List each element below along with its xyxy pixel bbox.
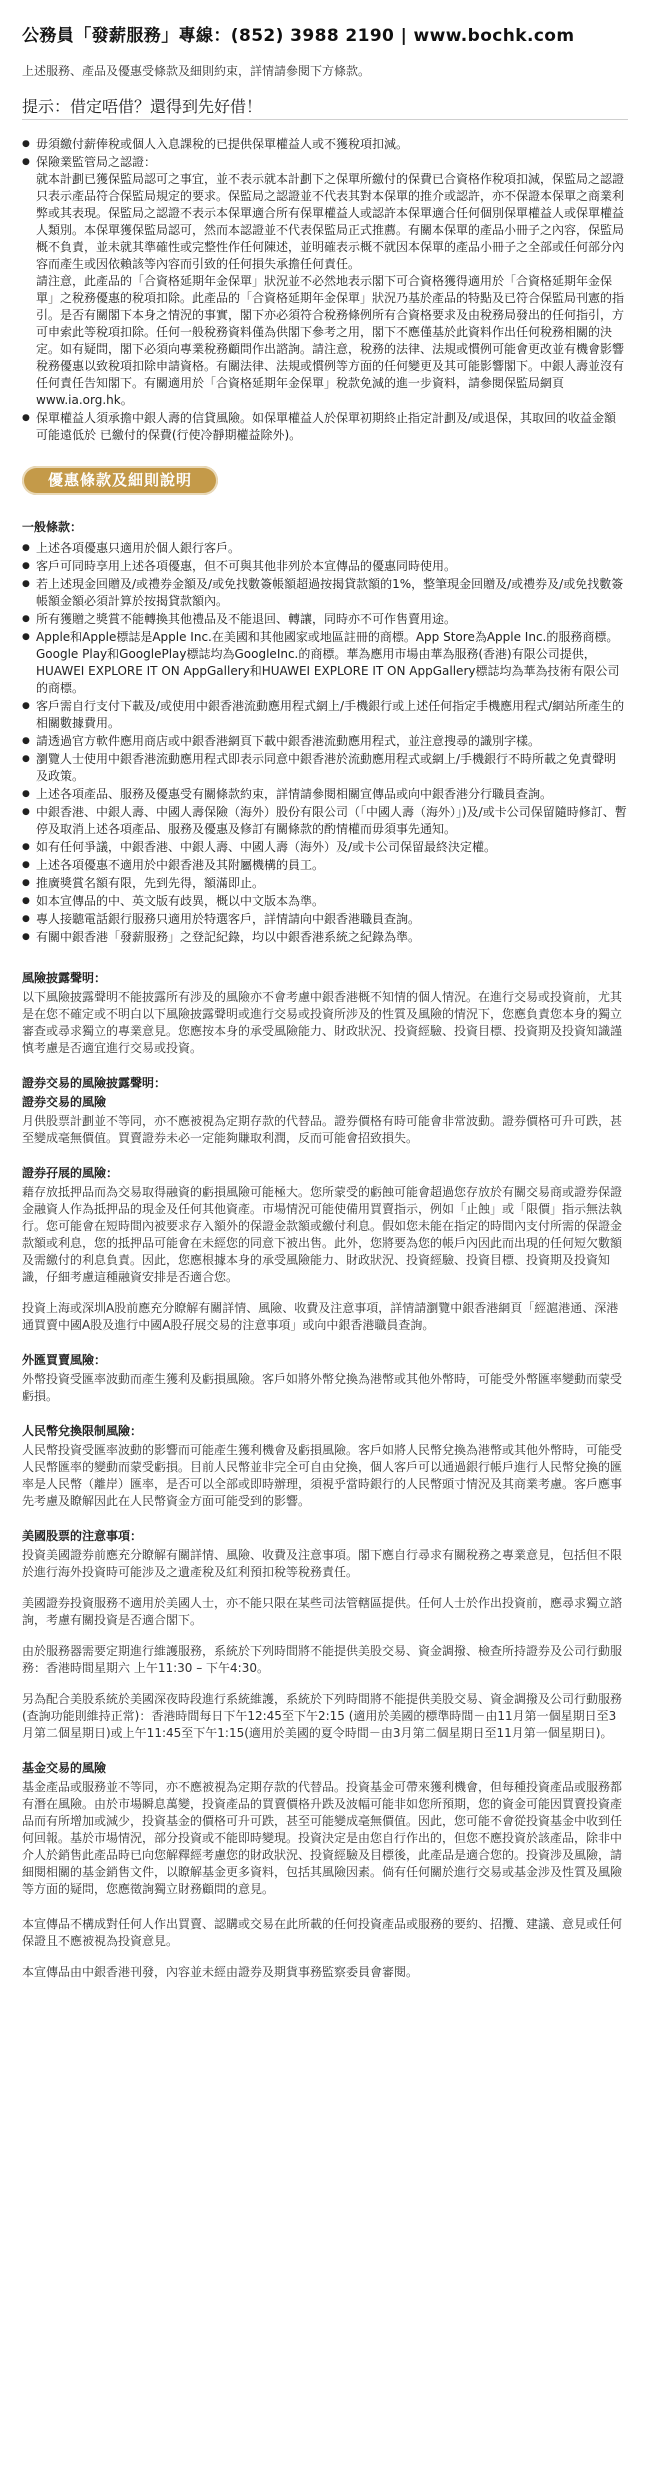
section-paragraph: 由於服務器需要定期進行維護服務，系統於下列時間將不能提供美股交易、資金調撥、檢查所持證券及公司行動服務：香港時間星期六 上午11:30 – 下午4:30。 — [22, 1644, 623, 1675]
tip-list — [22, 136, 628, 444]
risk-section — [22, 1528, 628, 1742]
tip-item-text: 保單權益人須承擔中銀人壽的信貸風險。如保單權益人於保單初期終止指定計劃及/或退保，其取回的收益金額可能遠低於 已繳付的保費(行使冷靜期權益除外)。 — [36, 411, 617, 442]
general-term-item: ● 請透過官方軟件應用商店或中銀香港網頁下載中銀香港流動應用程式，並注意搜尋的識別字樣。 — [22, 733, 628, 750]
risk-section — [22, 970, 628, 1057]
tip-item — [22, 410, 628, 444]
risk-sections — [22, 970, 628, 1898]
footer-paragraph: 本宣傳品由中銀香港刊發，內容並未經由證券及期貨事務監察委員會審閱。 — [22, 1965, 419, 1979]
section-title: 美國股票的注意事項： — [22, 1529, 143, 1543]
terms-badge: 優惠條款及細則說明 — [22, 466, 218, 495]
footer-paragraph: 本宣傳品不構成對任何人作出買賣、認購或交易在此所載的任何投資產品或服務的要約、招攬、建議、意見或任何保證且不應被視為投資意見。 — [22, 1917, 623, 1948]
general-term-item: ● 上述各項優惠只適用於個人銀行客戶。 — [22, 540, 628, 557]
section-title: 證券交易的風險披露聲明： — [22, 1076, 167, 1090]
general-term-item: ● 有關中銀香港「發薪服務」之登記紀錄，均以中銀香港系統之紀錄為準。 — [22, 929, 628, 946]
general-term-item: ● 上述各項產品、服務及優惠受有關條款約束，詳情請參閱相關宣傳品或向中銀香港分行職員查詢。 — [22, 786, 628, 803]
tip-item-text: 毋須繳付薪俸稅或個人入息課稅的已提供保單權益人或不獲稅項扣減。 — [36, 137, 409, 151]
section-title: 風險披露聲明： — [22, 971, 107, 985]
section-paragraph: 以下風險披露聲明不能披露所有涉及的風險亦不會考慮中銀香港概不知情的個人情況。在進行交易或投資前，尤其是在您不確定或不明白以下風險披露聲明或進行交易或投資所涉及的性質及風險的情況下，您應負責您本身的獨立審查或尋求獨立的專業意見。您應按本身的承受風險能力、財政狀況、投資經驗、投資目標、投資期及投資知識謹慎考慮是否適宜進行交易或投資。 — [22, 990, 623, 1055]
section-title: 證券孖展的風險： — [22, 1166, 119, 1180]
footer-disclaimer — [22, 1916, 628, 1981]
tip-item-detail: 請注意，此產品的「合資格延期年金保單」狀況並不必然地表示閣下可合資格獲得適用於「合資格延期年金保單」之稅務優惠的稅項扣除。此產品的「合資格延期年金保單」狀況乃基於產品的特點及已符合保監局刊憲的指引。是否有關閣下本身之情況的事實，閣下亦必須符合稅務條例所有合資格要求及由稅務局發出的任何指引，方可申索此等稅項扣除。任何一般稅務資料僅為供閣下參考之用，閣下不應僅基於此資料作出任何稅務相關的決定。如有疑問，閣下必須向專業稅務顧問作出諮詢。請注意，稅務的法律、法規或慣例可能會更改並有機會影響稅務優惠以致稅項扣除申請資格。有關法律、法規或慣例等方面的任何變更及其可能影響閣下。中銀人壽並沒有任何責任告知閣下。有關適用於「合資格延期年金保單」稅款免減的進一步資料，請參閱保監局網頁www.ia.org.hk。 — [36, 274, 625, 407]
tip-title: 提示：借定唔借？還得到先好借！ — [22, 98, 628, 120]
section-paragraph: 另為配合美股系統於美國深夜時段進行系統維護，系統於下列時間將不能提供美股交易、資金調撥及公司行動服務(查詢功能則維持正常)：香港時間每日下午12:45至下午2:15 (適用於美國的標準時間－由11月第一個星期日至3月第二個星期日)或上午11:45至下午1:15(適用於美國的夏令時間－由3月第二個星期日至11月第一個星期日)。 — [22, 1692, 623, 1740]
section-subtitle: 證券交易的風險 — [22, 1095, 107, 1109]
section-title: 基金交易的風險 — [22, 1761, 107, 1775]
tip-item-detail: 就本計劃已獲保監局認可之事宜，並不表示就本計劃下之保單所繳付的保費已合資格作稅項扣減，保監局之認證只表示產品符合保監局規定的要求。保監局之認證並不代表其對本保單的推介或認許，亦不保證本保單之商業利弊或其表現。保監局之認證不表示本保單適合所有保單權益人或認許本保單適合任何個別保單權益人或保單權益人類別。本保單獲保監局認可，然而本認證並不代表保監局正式推薦。有關本保單的產品小冊子之內容，保監局概不負責，並未就其準確性或完整性作任何陳述，並明確表示概不就因本保單的產品小冊子之全部或任何部分內容而產生或因依賴該等內容而引致的任何損失承擔任何責任。 — [36, 172, 625, 271]
tip-item — [22, 136, 628, 153]
general-term-item: ● 客戶可同時享用上述各項優惠，但不可與其他非列於本宣傳品的優惠同時使用。 — [22, 558, 628, 575]
general-term-item: ● 專人接聽電話銀行服務只適用於特選客戶，詳情請向中銀香港職員查詢。 — [22, 911, 628, 928]
general-term-item: ● 客戶需自行支付下載及/或使用中銀香港流動應用程式網上/手機銀行或上述任何指定手機應用程式/網站所產生的相關數據費用。 — [22, 698, 628, 732]
section-title: 外匯買賣風險： — [22, 1353, 107, 1367]
hotline-header: 公務員「發薪服務」專線：(852) 3988 2190 | www.bochk.com — [22, 26, 575, 46]
section-paragraph: 投資上海或深圳A股前應充分瞭解有關詳情、風險、收費及注意事項，詳情請瀏覽中銀香港網頁「經滬港通、深港通買賣中國A股及進行中國A股孖展交易的注意事項」或向中銀香港職員查詢。 — [22, 1301, 619, 1332]
section-paragraph: 人民幣投資受匯率波動的影響而可能產生獲利機會及虧損風險。客戶如將人民幣兌換為港幣或其他外幣時，可能受人民幣匯率的變動而蒙受虧損。目前人民幣並非完全可自由兌換，個人客戶可以通過銀行帳戶進行人民幣兌換的匯率是人民幣（離岸）匯率，是否可以全部或即時辦理，須視乎當時銀行的人民幣頭寸情況及其商業考慮。客戶應事先考慮及瞭解因此在人民幣資金方面可能受到的影響。 — [22, 1443, 623, 1508]
risk-section — [22, 1423, 628, 1510]
general-term-item: ● Apple和Apple標誌是Apple Inc.在美國和其他國家或地區註冊的商標。App Store為Apple Inc.的服務商標。Google Play和GooglePlay標誌均為GoogleInc.的商標。華為應用市場由華為服務(香港)有限公司提供，HUAWEI EXPLORE IT ON AppGallery和HUAWEI EXPLORE IT ON AppGallery標誌均為華為技術有限公司的商標。 — [22, 629, 628, 697]
section-paragraph: 美國證券投資服務不適用於美國人士，亦不能只限在某些司法管轄區提供。任何人士於作出投資前，應尋求獨立諮詢，考慮有關投資是否適合閣下。 — [22, 1596, 623, 1627]
general-term-item: ● 如本宣傳品的中、英文版有歧異，概以中文版本為準。 — [22, 893, 628, 910]
general-term-item: ● 若上述現金回贈及/或禮券金額及/或免找數簽帳額超過按揭貸款額的1%，整筆現金回贈及/或禮券及/或免找數簽帳額金額必須計算於按揭貸款額內。 — [22, 576, 628, 610]
tip-item — [22, 154, 628, 409]
section-paragraph: 投資美國證券前應充分瞭解有關詳情、風險、收費及注意事項。閣下應自行尋求有關稅務之專業意見，包括但不限於進行海外投資時可能涉及之遺產稅及紅利預扣稅等稅務責任。 — [22, 1548, 623, 1579]
badge-wrapper — [22, 466, 628, 495]
general-terms-list — [22, 540, 628, 946]
section-paragraph: 外幣投資受匯率波動而產生獲利及虧損風險。客戶如將外幣兌換為港幣或其他外幣時，可能受外幣匯率變動而蒙受虧損。 — [22, 1372, 623, 1403]
tip-item-text: ● 保險業監管局之認證： — [36, 155, 157, 169]
general-term-item: ● 推廣獎賞名額有限，先到先得，額滿即止。 — [22, 875, 628, 892]
section-paragraph: 藉存放抵押品而為交易取得融資的虧損風險可能極大。您所蒙受的虧蝕可能會超過您存放於有關交易商或證券保證金融資人作為抵押品的現金及任何其他資產。市場情況可能使備用買賣指示，例如「止蝕」或「限價」指示無法執行。您可能會在短時間內被要求存入額外的保證金款額或繳付利息。假如您未能在指定的時間內支付所需的保證金款額或利息，您的抵押品可能會在未經您的同意下被出售。此外，您將要為您的帳戶內因此而出現的任何短欠數額及需繳付的利息負責。因此，您應根據本身的承受風險能力、財政狀況、投資經驗、投資目標、投資期及投資知識，仔細考慮這種融資安排是否適合您。 — [22, 1185, 623, 1284]
section-title: 人民幣兌換限制風險： — [22, 1424, 143, 1438]
general-term-item: ● 中銀香港、中銀人壽、中國人壽保險（海外）股份有限公司（「中國人壽（海外）」)及/或卡公司保留隨時修訂、暫停及取消上述各項產品、服務及優惠及修訂有關條款的酌情權而毋須事先通知。 — [22, 804, 628, 838]
risk-section — [22, 1165, 628, 1334]
intro-text: 上述服務、產品及優惠受條款及細則約束，詳情請參閱下方條款。 — [22, 64, 371, 78]
section-paragraph: 基金產品或服務並不等同，亦不應被視為定期存款的代替品。投資基金可帶來獲利機會，但每種投資產品或服務都有潛在風險。由於市場瞬息萬變，投資產品的買賣價格升跌及波幅可能非如您所預期，您的資金可能因買賣投資產品而有所增加或減少，投資基金的價格可升可跌，甚至可能變成毫無價值。因此，您可能不會從投資基金中收到任何回報。基於市場情況，部分投資或不能即時變現。投資決定是由您自行作出的，但您不應投資於該產品，除非中介人於銷售此產品時已向您解釋經考慮您的財政狀況、投資經驗及目標後，此產品是適合您的。投資涉及風險，請細閱相關的基金銷售文件，以瞭解基金更多資料，包括其風險因素。倘有任何關於進行交易或基金涉及性質及風險等方面的疑問，您應徵詢獨立財務顧問的意見。 — [22, 1780, 623, 1896]
risk-section — [22, 1075, 628, 1147]
general-term-item: ● 上述各項優惠不適用於中銀香港及其附屬機構的員工。 — [22, 857, 628, 874]
general-terms-heading: 一般條款： — [22, 520, 83, 534]
general-term-item: ● 所有獲贈之獎賞不能轉換其他禮品及不能退回、轉讓，同時亦不可作售賣用途。 — [22, 611, 628, 628]
risk-section — [22, 1352, 628, 1405]
risk-section — [22, 1760, 628, 1898]
section-paragraph: 月供股票計劃並不等同，亦不應被視為定期存款的代替品。證券價格有時可能會非常波動。證券價格可升可跌，甚至變成毫無價值。買賣證券未必一定能夠賺取利潤，反而可能會招致損失。 — [22, 1114, 623, 1145]
general-term-item: ● 如有任何爭議，中銀香港、中銀人壽、中國人壽（海外）及/或卡公司保留最終決定權。 — [22, 839, 628, 856]
general-term-item: ● 瀏覽人士使用中銀香港流動應用程式即表示同意中銀香港於流動應用程式或網上/手機銀行不時所載之免責聲明及政策。 — [22, 751, 628, 785]
